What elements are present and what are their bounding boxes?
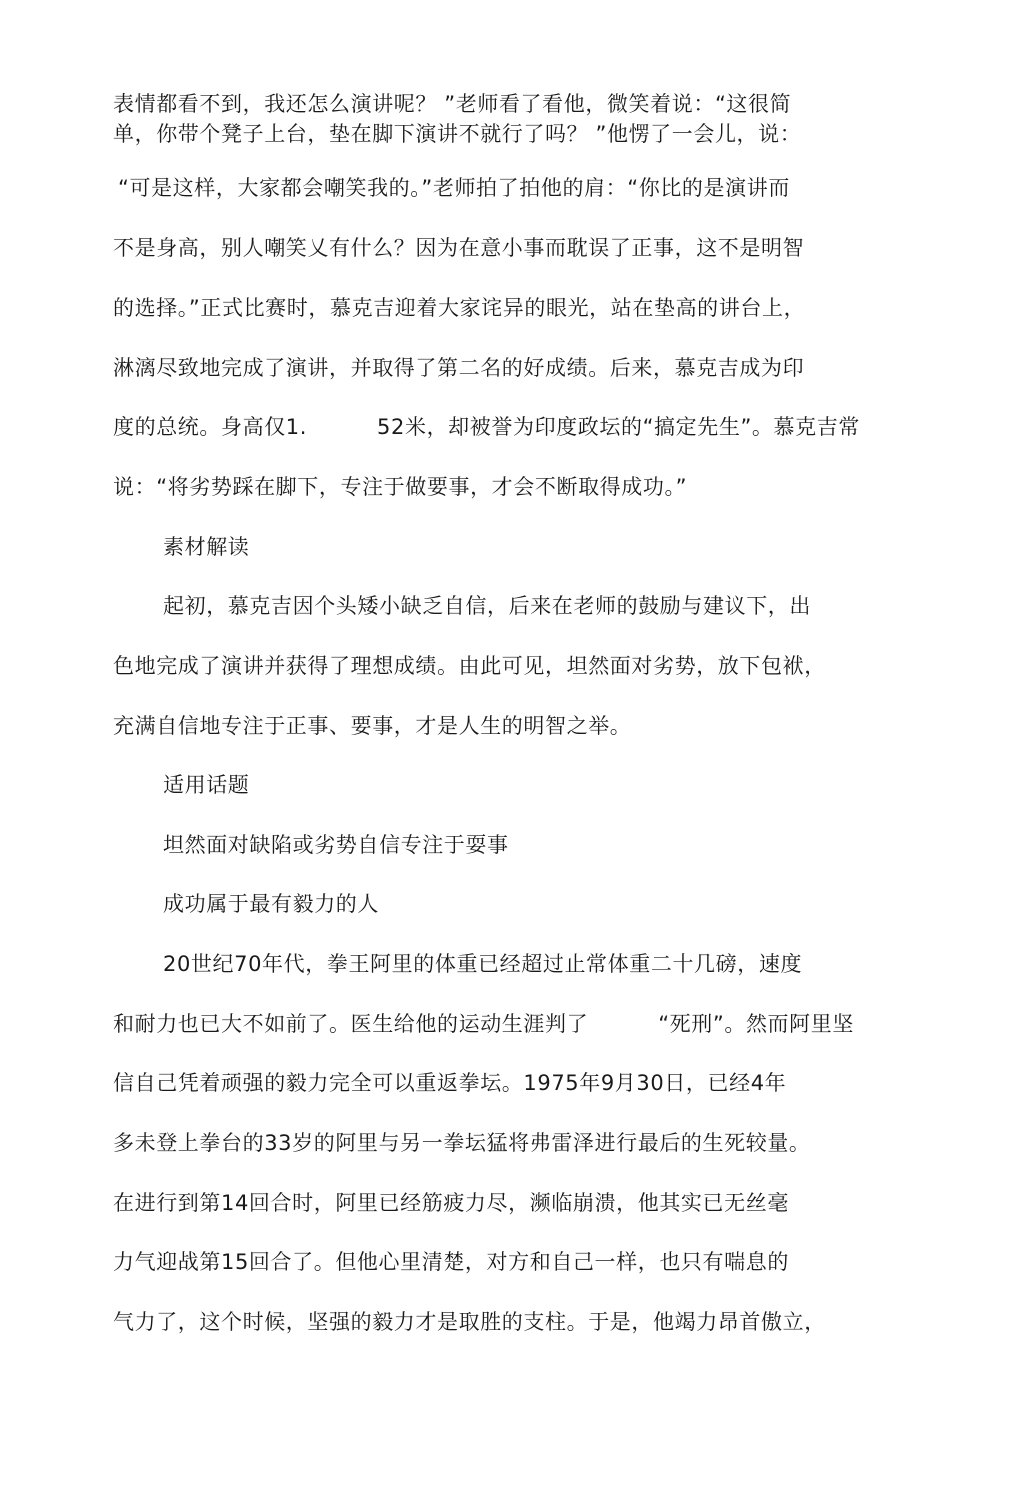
text-segment: 52米，却被誉为印度政坛的“搞定先生”。慕克吉常 bbox=[377, 415, 860, 439]
text-line: 气力了，这个时候，坚强的毅力才是取胜的支柱。于是，他竭力昂首傲立， bbox=[113, 1310, 826, 1334]
text-line bbox=[113, 413, 860, 441]
section-heading: 适用话题 bbox=[163, 773, 250, 797]
text-line: 信自己凭着顽强的毅力完全可以重返拳坛。1975年9月30日，已经4年 bbox=[113, 1071, 787, 1095]
text-line: 淋漓尽致地完成了演讲，并取得了第二名的好成绩。后来，慕克吉成为印 bbox=[113, 356, 805, 380]
text-line: 力气迎战第15回合了。但他心里清楚，对方和自己一样，也只有喘息的 bbox=[113, 1250, 789, 1274]
text-line bbox=[113, 1010, 854, 1038]
text-line: 色地完成了演讲并获得了理想成绩。由此可见，坦然面对劣势，放下包袱， bbox=[113, 654, 826, 678]
text-line: 充满自信地专注于正事、要事，才是人生的明智之举。 bbox=[113, 714, 632, 738]
text-line: “可是这样，大家都会嘲笑我的。”老师拍了拍他的肩：“你比的是演讲而 bbox=[118, 176, 790, 200]
section-heading: 素材解读 bbox=[163, 535, 250, 559]
text-line: 说：“将劣势踩在脚下，专注于做要事，才会不断取得成功。” bbox=[113, 475, 688, 499]
text-line: 在进行到第14回合时，阿里已经筋疲力尽，濒临崩溃，他其实已无丝毫 bbox=[113, 1191, 789, 1215]
text-line: 多未登上拳台的33岁的阿里与另一拳坛猛将弗雷泽进行最后的生死较量。 bbox=[113, 1131, 811, 1155]
text-line: 的选择。”正式比赛时，慕克吉迎着大家诧异的眼光，站在垫高的讲台上， bbox=[113, 296, 806, 320]
text-segment: 度的总统。身高仅1. bbox=[113, 415, 308, 439]
text-segment: 和耐力也已大不如前了。医生给他的运动生涯判了 bbox=[113, 1012, 589, 1036]
text-line: 表情都看不到，我还怎么演讲呢？ ”老师看了看他，微笑着说：“这很简 bbox=[113, 92, 792, 116]
text-line: 不是身高，别人嘲笑乂有什么？因为在意小事而耽误了正事，这不是明智 bbox=[113, 236, 805, 260]
text-line: 单，你带个凳子上台，垫在脚下演讲不就行了吗？ ”他愣了一会儿，说： bbox=[113, 122, 802, 146]
text-line: 20世纪70年代，拳王阿里的体重已经超过止常体重二十几磅，速度 bbox=[163, 952, 803, 976]
topic-item: 坦然面对缺陷或劣势自信专注于耍事 bbox=[163, 833, 509, 857]
topic-item: 成功属于最有毅力的人 bbox=[163, 892, 379, 916]
text-line: 起初，慕克吉因个头矮小缺乏自信，后来在老师的鼓励与建议下，出 bbox=[163, 594, 811, 618]
text-segment: “死刑”。然而阿里坚 bbox=[658, 1012, 854, 1036]
